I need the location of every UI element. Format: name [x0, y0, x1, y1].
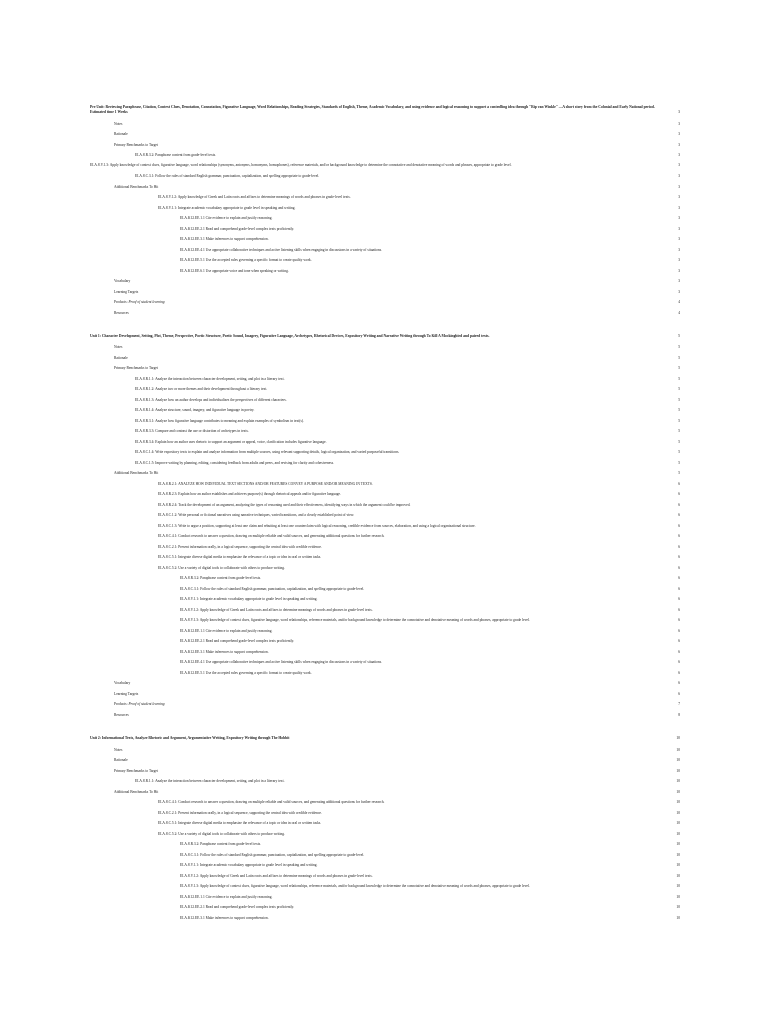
toc-entry-text: Additional Benchmarks To Hit: [114, 471, 159, 476]
toc-entry-link[interactable]: [90, 871, 680, 882]
toc-entry-link[interactable]: [90, 405, 680, 416]
toc-entry-text: ELA.8.V.1.3: Apply knowledge of context clues, figurative language, word relationships, reference materials, and/or background knowledge to determine the connotative and denotative meaning of words and phrases, appropriate to grade level.: [180, 618, 530, 623]
page-number: 6: [678, 513, 680, 518]
toc-entry-text: Rationale: [114, 355, 128, 360]
toc-entry-text: ELA.8.C.2.1: Present information orally, in a logical sequence, supporting the central idea with credible evidence.: [158, 544, 322, 549]
page-number: 10: [676, 915, 680, 920]
page-number: 3: [678, 174, 680, 179]
toc-entry-text: Products: Proof of student learning: [114, 300, 165, 305]
page-number: 6: [678, 492, 680, 497]
toc-entry-link[interactable]: [90, 468, 680, 479]
toc-entry-link[interactable]: [90, 689, 680, 700]
toc-entry-text: ELA.8.R.2.4: Track the development of an argument, analyzing the types of reasoning used and their effectiveness, identifying ways in which the argument could be improved.: [158, 502, 411, 507]
toc-entry-text: ELA.8.C.3.1: Follow the rules of standard English grammar, punctuation, capitalization, and spelling appropriate to grade-level.: [180, 852, 365, 857]
page-number: 6: [678, 607, 680, 612]
page-number: 10: [676, 905, 680, 910]
toc-entry-link[interactable]: [90, 881, 680, 892]
toc-unit: [90, 734, 680, 923]
page-number: 3: [678, 226, 680, 231]
toc-entry-link[interactable]: [90, 787, 680, 798]
toc-entry-link[interactable]: [90, 892, 680, 903]
toc-entry-text: ELA.K12.EE.6.1 Use appropriate voice and tone when speaking or writing.: [180, 268, 289, 273]
page-number: 10: [676, 831, 680, 836]
toc-entry-text: Primary Benchmarks to Target: [114, 142, 159, 147]
toc-entry-link[interactable]: [90, 573, 680, 584]
page-number: 4: [678, 300, 680, 305]
page-number: 6: [678, 660, 680, 665]
page-number: 10: [676, 768, 680, 773]
toc-entry-link[interactable]: [90, 668, 680, 679]
toc-entry-link[interactable]: [90, 416, 680, 427]
toc-entry-text: ELA.K12.EE.2.1 Read and comprehend grade-level complex texts proficiently.: [180, 226, 295, 231]
toc-entry-text: Notes: [114, 345, 123, 350]
page-number: 6: [678, 586, 680, 591]
toc-entry-text: ELA.8.V.1.1: Integrate academic vocabulary appropriate to grade level in speaking and writing.: [180, 863, 318, 868]
page-number: 3: [678, 205, 680, 210]
toc-entry-link[interactable]: [90, 797, 680, 808]
toc-entry-link[interactable]: [90, 615, 680, 626]
page-number: 3: [678, 195, 680, 200]
page-number: 6: [678, 481, 680, 486]
page-number: 3: [678, 162, 680, 167]
page-number: 5: [678, 397, 680, 402]
page-number: 5: [678, 471, 680, 476]
toc-entry-link[interactable]: [90, 245, 680, 256]
toc-entry-link[interactable]: [90, 479, 680, 490]
toc-entry-link[interactable]: [90, 766, 680, 777]
page-number: 3: [678, 110, 680, 115]
page-number: 5: [678, 439, 680, 444]
toc-entry-link[interactable]: [90, 276, 680, 287]
toc-entry-link[interactable]: [90, 542, 680, 553]
toc-entry-link[interactable]: [90, 150, 680, 161]
toc-entry-link[interactable]: [90, 384, 680, 395]
toc-entry-text: ELA.8.V.1.2: Apply knowledge of Greek and Latin roots and affixes to determine meanings of words and phrases in grade-level texts.: [180, 607, 373, 612]
page-number: 10: [676, 747, 680, 752]
toc-entry-text: Vocabulary: [114, 279, 131, 284]
page-number: 10: [676, 873, 680, 878]
toc-entry-text: ELA.8.R.1.2: Analyze two or more themes and their development throughout a literary text.: [135, 387, 268, 392]
toc-entry-text: ELA.8.R.1.4: Analyze structure, sound, imagery, and figurative language in poetry.: [135, 408, 255, 413]
toc-entry-link[interactable]: [90, 500, 680, 511]
toc-entry-link[interactable]: [90, 234, 680, 245]
toc-entry-text: Vocabulary: [114, 681, 131, 686]
toc-entry-link[interactable]: [90, 353, 680, 364]
toc-entry-text: ELA.8.V.1.2: Apply knowledge of Greek and Latin roots and affixes to determine meanings of words and phrases in grade-level texts.: [158, 195, 351, 200]
page-number: 10: [676, 789, 680, 794]
toc-entry-text: ELA.8.R.3.3: Compare and contrast the use or distortion of archetypes in texts.: [135, 429, 249, 434]
toc-entry-text: ELA.8.V.1.1: Integrate academic vocabulary appropriate to grade level in speaking and writing.: [180, 597, 318, 602]
page-number: 10: [676, 894, 680, 899]
toc-entry-text: ELA.8.C.1.4: Write expository texts to explain and analyze information from multiple sources, using relevant supporting details, logical organization, and varied purposeful transitions.: [135, 450, 400, 455]
page-number: 10: [676, 884, 680, 889]
toc-entry-text: ELA.8.R.1.1: Analyze the interaction between character development, setting, and plot in a literary text.: [135, 779, 285, 784]
toc-entry-text: ELA.8.R.3.2: Paraphrase content from grade-level texts.: [180, 576, 262, 581]
toc-entry-text: ELA.8.C.5.2: Use a variety of digital tools to collaborate with others to produce writing.: [158, 831, 285, 836]
toc-entry-text: ELA.8.C.3.1: Follow the rules of standard English grammar, punctuation, capitalization, and spelling appropriate to grade-level.: [135, 174, 320, 179]
toc-entry-link[interactable]: [90, 395, 680, 406]
toc-entry-link[interactable]: [90, 699, 680, 710]
toc-entry-text: ELA.8.V.1.2: Apply knowledge of Greek and Latin roots and affixes to determine meanings of words and phrases in grade-level texts.: [180, 873, 373, 878]
toc-entry-text: ELA.8.R.3.2: Paraphrase content from grade-level texts.: [180, 842, 262, 847]
page-number: 10: [676, 758, 680, 763]
toc-entry-link[interactable]: [90, 224, 680, 235]
toc-entry-text: Resources: [114, 712, 129, 717]
toc-entry-text: ELA.K12.EE.4.1 Use appropriate collaborative techniques and active listening skills when engaging in discussions in a variety of situations.: [180, 247, 383, 252]
toc-entry-link[interactable]: [90, 489, 680, 500]
page-number: 3: [678, 258, 680, 263]
table-of-contents: [90, 105, 680, 933]
toc-entry-text: ELA.8.C.3.1: Follow the rules of standard English grammar, punctuation, capitalization, and spelling appropriate to grade-level.: [180, 586, 365, 591]
page-number: 6: [678, 639, 680, 644]
toc-entry-link[interactable]: [90, 902, 680, 913]
page-number: 5: [678, 345, 680, 350]
toc-entry-text: ELA.8.C.4.1: Conduct research to answer a question, drawing on multiple reliable and valid sources, and generating additional questions for further research.: [158, 800, 385, 805]
page-number: 3: [678, 132, 680, 137]
toc-entry-text: ELA.K12.EE.3.1 Make inferences to support comprehension.: [180, 915, 269, 920]
toc-entry-text: ELA.8.R.3.4: Explain how an author uses rhetoric to support an argument or appeal, voice, clarification includes figurative language.: [135, 439, 327, 444]
toc-entry-text: ELA.8.R.1.3: Analyze how an author develops and individualizes the perspectives of different characters.: [135, 397, 287, 402]
page-number: 6: [678, 565, 680, 570]
toc-entry-text: ELA.8.C.1.5: Improve writing by planning, editing, considering feedback from adults and peers, and revising for clarity and cohesiveness.: [135, 460, 335, 465]
toc-entry-text: ELA.K12.EE.1.1 Cite evidence to explain and justify reasoning.: [180, 628, 273, 633]
toc-entry-link[interactable]: [90, 647, 680, 658]
page-number: 10: [676, 800, 680, 805]
unit-title-text: Pre Unit: Reviewing Paraphrase, Citation, Context Clues, Denotation, Connotation, Figurative Language, Word Relationships, Reading Strategies, Standards of English, Theme, Academic Vocabulary, and using evidence and logical reasoning to support a controlling idea through "Rip van Winkle" —A short story from the Colonial and Early National period. Estimated time 1 Weeks: [90, 105, 655, 115]
toc-entry-text: ELA.K12.EE.1.1 Cite evidence to explain and justify reasoning.: [180, 216, 273, 221]
toc-entry-text: Learning Targets: [114, 691, 139, 696]
toc-entry-link[interactable]: [90, 266, 680, 277]
toc-unit: [90, 105, 680, 318]
page-number: 8: [678, 712, 680, 717]
page-number: 3: [678, 216, 680, 221]
toc-entry-link[interactable]: [90, 755, 680, 766]
page-number: 3: [678, 289, 680, 294]
toc-entry-link[interactable]: [90, 255, 680, 266]
toc-entry-link[interactable]: [90, 605, 680, 616]
toc-entry-text: ELA.K12.EE.2.1 Read and comprehend grade-level complex texts proficiently.: [180, 905, 295, 910]
toc-entry-link[interactable]: [90, 437, 680, 448]
toc-entry-text: ELA.8.R.1.1: Analyze the interaction between character development, setting, and plot in a literary text.: [135, 376, 285, 381]
page-number: 5: [678, 408, 680, 413]
page-number: 5: [678, 387, 680, 392]
page-number: 6: [678, 555, 680, 560]
toc-entry-text: Notes: [114, 747, 123, 752]
page-number: 6: [678, 618, 680, 623]
page-number: 6: [678, 534, 680, 539]
toc-entry-text: ELA.K12.EE.2.1 Read and comprehend grade-level complex texts proficiently.: [180, 639, 295, 644]
toc-entry-text: ELA.K12.EE.5.1 Use the accepted rules governing a specific format to create quality work.: [180, 670, 312, 675]
toc-unit-title-link[interactable]: [90, 332, 680, 342]
toc-entry-text: ELA.K12.EE.4.1 Use appropriate collaborative techniques and active listening skills when engaging in discussions in a variety of situations.: [180, 660, 383, 665]
toc-entry-link[interactable]: [90, 287, 680, 298]
toc-entry-link[interactable]: [90, 308, 680, 319]
toc-entry-text: ELA.8.R.2.1: ANALYZE HOW INDIVIDUAL TEXT SECTIONS AND/OR FEATURES CONVEY A PURPOSE AND/OR MEANING IN TEXTS.: [158, 481, 373, 486]
page-number: 10: [676, 779, 680, 784]
page-number: 10: [676, 810, 680, 815]
toc-entry-link[interactable]: [90, 213, 680, 224]
toc-entry-link[interactable]: [90, 829, 680, 840]
toc-entry-text: Additional Benchmarks To Hit: [114, 184, 159, 189]
page-number: 3: [678, 279, 680, 284]
toc-entry-link[interactable]: [90, 808, 680, 819]
unit-title-text: Unit 2: Informational Texts, Analyze Rhetoric and Argument, Argumentative Writing, Expository Writing through The Hobbit: [90, 736, 290, 741]
page-number: 3: [678, 237, 680, 242]
toc-entry-link[interactable]: [90, 913, 680, 924]
toc-entry-link[interactable]: [90, 129, 680, 140]
toc-entry-text: ELA.8.V.1.1: Integrate academic vocabulary appropriate to grade level in speaking and writing.: [158, 205, 296, 210]
toc-entry-link[interactable]: [90, 776, 680, 787]
toc-entry-text: ELA.8.R.2.3: Explain how an author establishes and achieves purpose(s) through rhetorical appeals and/or figurative language.: [158, 492, 341, 497]
toc-entry-text: ELA.8.C.5.1: Integrate diverse digital media to emphasize the relevance of a topic or idea in oral or written tasks.: [158, 821, 322, 826]
toc-entry-link[interactable]: [90, 531, 680, 542]
page-number: 10: [676, 736, 680, 741]
toc-entry-text: Resources: [114, 310, 129, 315]
page-number: 3: [678, 268, 680, 273]
toc-entry-text: Additional Benchmarks To Hit: [114, 789, 159, 794]
toc-entry-text: ELA.8.R.3.2: Paraphrase content from grade-level texts.: [135, 153, 217, 158]
page-number: 6: [678, 691, 680, 696]
toc-entry-text: ELA.8.C.4.1: Conduct research to answer a question, drawing on multiple reliable and valid sources, and generating additional questions for further research.: [158, 534, 385, 539]
toc-entry-text: ELA.8.C.1.2: Write personal or fictional narratives using narrative techniques, varied transitions, and a clearly established point of view.: [158, 513, 355, 518]
toc-entry-text: ELA.K12.EE.3.1 Make inferences to support comprehension.: [180, 649, 269, 654]
toc-entry-text: Notes: [114, 121, 123, 126]
page-number: 5: [678, 355, 680, 360]
toc-entry-link[interactable]: [90, 171, 680, 182]
toc-entry-link[interactable]: [90, 510, 680, 521]
page-number: 3: [678, 142, 680, 147]
toc-entry-link[interactable]: [90, 192, 680, 203]
toc-unit-title-link[interactable]: [90, 734, 680, 744]
page-number: 5: [678, 376, 680, 381]
toc-entry-link[interactable]: [90, 636, 680, 647]
page-number: 6: [678, 576, 680, 581]
page-number: 5: [678, 450, 680, 455]
page-number: 3: [678, 121, 680, 126]
toc-entry-link[interactable]: [90, 584, 680, 595]
toc-entry-link[interactable]: [90, 374, 680, 385]
toc-entry-text: ELA.8.V.1.3: Apply knowledge of context clues, figurative language, word relationships, reference materials, and/or background knowledge to determine the connotative and denotative meaning of words and phrases, appropriate to grade level.: [180, 884, 530, 889]
page-number: 6: [678, 649, 680, 654]
toc-entry-link[interactable]: [90, 203, 680, 214]
toc-entry-link[interactable]: [90, 119, 680, 130]
toc-entry-link[interactable]: [90, 657, 680, 668]
toc-entry-text: ELA.8.R.3.1: Analyze how figurative language contributes to meaning and explain examples of symbolism in text(s).: [135, 418, 304, 423]
page-number: 10: [676, 852, 680, 857]
toc-entry-link[interactable]: [90, 363, 680, 374]
toc-entry-link[interactable]: [90, 342, 680, 353]
toc-entry-text: Rationale: [114, 132, 128, 137]
page-number: 5: [678, 334, 680, 339]
toc-entry-text: Primary Benchmarks to Target: [114, 366, 159, 371]
toc-entry-text: ELA.K12.EE.3.1 Make inferences to support comprehension.: [180, 237, 269, 242]
toc-entry-link[interactable]: [90, 594, 680, 605]
toc-entry-link[interactable]: [90, 140, 680, 151]
toc-entry-text: Rationale: [114, 758, 128, 763]
toc-entry-link[interactable]: [90, 426, 680, 437]
toc-entry-text: Primary Benchmarks to Target: [114, 768, 159, 773]
toc-entry-link[interactable]: [90, 678, 680, 689]
toc-entry-link[interactable]: [90, 297, 680, 308]
toc-entry-link[interactable]: [90, 458, 680, 469]
page-number: 6: [678, 670, 680, 675]
toc-unit: [90, 332, 680, 720]
toc-entry-link[interactable]: [90, 552, 680, 563]
page-number: 10: [676, 842, 680, 847]
page-number: 4: [678, 310, 680, 315]
page-number: 5: [678, 460, 680, 465]
toc-entry-link[interactable]: [90, 563, 680, 574]
page-number: 5: [678, 418, 680, 423]
toc-entry-link[interactable]: [90, 161, 680, 171]
toc-entry-text: Products: Proof of student learning: [114, 702, 165, 707]
toc-entry-text: ELA.8.V.1.3: Apply knowledge of context clues, figurative language, word relationships (synonyms, antonyms, homonyms, homophones), reference materials, and/or background knowledge to determine the connotative and denotative meaning of words and phrases, appropriate to grade level.: [90, 162, 512, 167]
page-number: 6: [678, 502, 680, 507]
toc-entry-link[interactable]: [90, 818, 680, 829]
toc-entry-text: Learning Targets: [114, 289, 139, 294]
toc-entry-text: ELA.8.C.5.2: Use a variety of digital tools to collaborate with others to produce writing.: [158, 565, 285, 570]
page-number: 3: [678, 184, 680, 189]
page-number: 3: [678, 247, 680, 252]
toc-entry-link[interactable]: [90, 710, 680, 721]
page-number: 6: [678, 597, 680, 602]
page-number: 10: [676, 821, 680, 826]
toc-entry-link[interactable]: [90, 626, 680, 637]
toc-entry-link[interactable]: [90, 860, 680, 871]
toc-entry-link[interactable]: [90, 839, 680, 850]
toc-unit-title-link[interactable]: [90, 105, 680, 119]
unit-title-text: Unit 1: Character Development, Setting, Plot, Theme, Perspective, Poetic Structure, Poetic Sound, Imagery, Figurative Language, Archetypes, Rhetorical Devices, Expository Writing and Narrative Writing through To Kill A Mockingbird and paired texts.: [90, 334, 490, 339]
toc-entry-text: ELA.8.C.1.3: Write to argue a position, supporting at least one claim and rebutting at least one counterclaim with logical reasoning, credible evidence from sources, elaboration, and using a logical organizational structure.: [158, 523, 476, 528]
toc-entry-text: ELA.K12.EE.5.1 Use the accepted rules governing a specific format to create quality work.: [180, 258, 312, 263]
toc-entry-text: ELA.8.C.5.1: Integrate diverse digital media to emphasize the relevance of a topic or idea in oral or written tasks.: [158, 555, 322, 560]
toc-entry-link[interactable]: [90, 447, 680, 458]
page-number: 10: [676, 863, 680, 868]
page-number: 5: [678, 366, 680, 371]
page-number: 7: [678, 702, 680, 707]
page-number: 6: [678, 681, 680, 686]
toc-entry-link[interactable]: [90, 850, 680, 861]
toc-entry-text: ELA.8.C.2.1: Present information orally, in a logical sequence, supporting the central idea with credible evidence.: [158, 810, 322, 815]
page-number: 6: [678, 523, 680, 528]
page-number: 6: [678, 544, 680, 549]
toc-entry-link[interactable]: [90, 745, 680, 756]
page-number: 5: [678, 429, 680, 434]
toc-entry-link[interactable]: [90, 182, 680, 193]
page-number: 3: [678, 153, 680, 158]
toc-entry-text: ELA.K12.EE.1.1 Cite evidence to explain and justify reasoning.: [180, 894, 273, 899]
toc-entry-link[interactable]: [90, 521, 680, 532]
page-number: 6: [678, 628, 680, 633]
